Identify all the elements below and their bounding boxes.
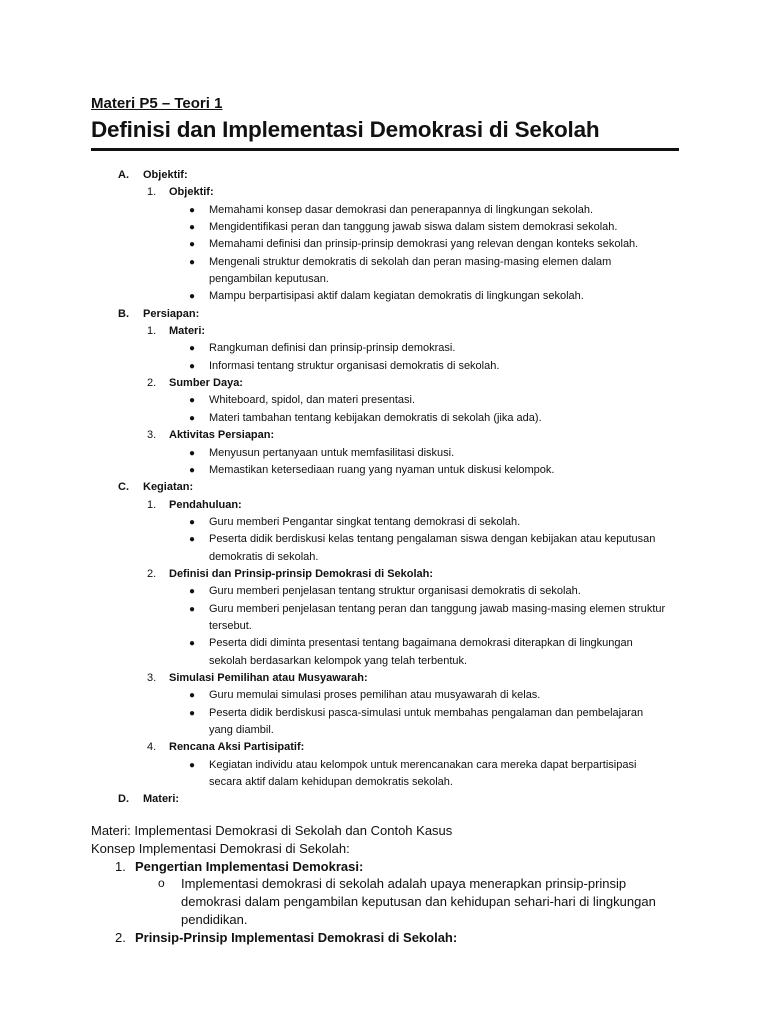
konsep-heading: Konsep Implementasi Demokrasi di Sekolah: — [91, 840, 350, 856]
section-letter: C. — [118, 481, 129, 494]
subsection-number: 1. — [147, 186, 157, 199]
subsection-number: 2. — [147, 377, 157, 390]
materi-item-number: 2. — [115, 929, 126, 945]
bullet-item — [0, 392, 768, 409]
bullet-item — [0, 705, 768, 740]
subsection-label: Aktivitas Persiapan: — [169, 429, 275, 442]
materi-item — [0, 929, 768, 947]
bullet-item — [0, 635, 768, 670]
subsection-number: 4. — [147, 741, 157, 754]
bullet-text: Materi tambahan tentang kebijakan demokratis di sekolah (jika ada). — [209, 411, 542, 424]
bullet-text: Guru memberi Pengantar singkat tentang demokrasi di sekolah. — [209, 515, 521, 528]
subsection-label: Pendahuluan: — [169, 498, 242, 511]
bullet-dot-icon: ● — [189, 256, 196, 268]
bullet-text: Memahami konsep dasar demokrasi dan penerapannya di lingkungan sekolah. — [209, 203, 594, 216]
bullet-item — [0, 254, 768, 289]
bullet-dot-icon: ● — [189, 412, 196, 424]
bullet-item — [0, 410, 768, 427]
bullet-text: Rangkuman definisi dan prinsip-prinsip demokrasi. — [209, 342, 456, 355]
outline-section — [0, 167, 768, 184]
section-label: Materi: — [143, 793, 180, 806]
subsection-label: Simulasi Pemilihan atau Musyawarah: — [169, 671, 368, 684]
materi-section — [0, 822, 768, 947]
bullet-text: Guru memberi penjelasan tentang peran dan tanggung jawab masing-masing elemen struktur tersebut. — [209, 602, 666, 632]
subsection-number: 1. — [147, 498, 157, 511]
subsection-number: 2. — [147, 567, 157, 580]
outline-subsection — [0, 375, 768, 392]
bullet-item — [0, 462, 768, 479]
bullet-item — [0, 601, 768, 636]
bullet-text: Menyusun pertanyaan untuk memfasilitasi diskusi. — [209, 446, 455, 459]
subsection-label: Objektif: — [169, 186, 214, 199]
materi-sub-bullet-text: Implementasi demokrasi di sekolah adalah upaya menerapkan prinsip-prinsip demokrasi dalam pengambilan keputusan dan kehidupan sehari-hari di lingkungan pendidikan. — [181, 876, 656, 927]
bullet-text: Peserta didik berdiskusi kelas tentang pengalaman siswa dengan kebijakan atau keputusan demokratis di sekolah. — [209, 533, 656, 563]
outline-subsection — [0, 184, 768, 201]
bullet-dot-icon: ● — [189, 204, 196, 216]
bullet-dot-icon: ● — [189, 707, 196, 719]
section-letter: A. — [118, 169, 129, 181]
section-letter: D. — [118, 793, 129, 806]
bullet-item — [0, 202, 768, 219]
bullet-text: Mampu berpartisipasi aktif dalam kegiatan demokratis di lingkungan sekolah. — [209, 290, 584, 303]
bullet-dot-icon: ● — [189, 360, 196, 372]
bullet-text: Mengidentifikasi peran dan tanggung jawab siswa dalam sistem demokrasi sekolah. — [209, 221, 618, 234]
subsection-label: Sumber Daya: — [169, 377, 243, 390]
lesson-outline — [0, 167, 768, 809]
bullet-dot-icon: ● — [189, 603, 196, 615]
subsection-number: 1. — [147, 325, 157, 338]
bullet-item — [0, 687, 768, 704]
bullet-text: Guru memulai simulasi proses pemilihan atau musyawarah di kelas. — [209, 689, 541, 702]
document-kicker: Materi P5 – Teori 1 — [91, 95, 223, 112]
document-title: Definisi dan Implementasi Demokrasi di Sekolah — [91, 117, 600, 142]
outline-section — [0, 791, 768, 808]
bullet-dot-icon: ● — [189, 534, 196, 546]
bullet-dot-icon: ● — [189, 343, 196, 355]
bullet-dot-icon: ● — [189, 395, 196, 407]
subsection-number: 3. — [147, 671, 157, 684]
bullet-item — [0, 514, 768, 531]
bullet-dot-icon: ● — [189, 447, 196, 459]
bullet-text: Peserta didi diminta presentasi tentang bagaimana demokrasi diterapkan di lingkungan sekolah berdasarkan kelompok yang telah terbentuk. — [209, 637, 633, 667]
bullet-text: Guru memberi penjelasan tentang struktur organisasi demokratis di sekolah. — [209, 585, 581, 598]
bullet-dot-icon: ● — [189, 759, 196, 771]
outline-subsection — [0, 427, 768, 444]
outline-section — [0, 306, 768, 323]
bullet-item — [0, 583, 768, 600]
bullet-item — [0, 340, 768, 357]
bullet-dot-icon: ● — [189, 638, 196, 650]
subsection-label: Rencana Aksi Partisipatif: — [169, 741, 305, 754]
materi-item — [0, 858, 768, 876]
bullet-item — [0, 531, 768, 566]
materi-item-label: Pengertian Implementasi Demokrasi: — [135, 858, 364, 874]
bullet-item — [0, 288, 768, 305]
section-label: Kegiatan: — [143, 481, 194, 494]
outline-subsection — [0, 670, 768, 687]
bullet-text: Peserta didik berdiskusi pasca-simulasi untuk membahas pengalaman dan pembelajaran yang diambil. — [209, 706, 644, 736]
section-label: Persiapan: — [143, 307, 200, 320]
bullet-dot-icon: ● — [189, 516, 196, 528]
bullet-dot-icon: ● — [189, 222, 196, 234]
bullet-dot-icon: ● — [189, 239, 196, 251]
bullet-text: Informasi tentang struktur organisasi demokratis di sekolah. — [209, 359, 500, 372]
materi-sub-bullet — [0, 875, 768, 928]
materi-item-number: 1. — [115, 858, 126, 874]
section-letter: B. — [118, 307, 129, 320]
bullet-dot-icon: ● — [189, 586, 196, 598]
materi-item-label: Prinsip-Prinsip Implementasi Demokrasi di Sekolah: — [135, 929, 458, 945]
subsection-label: Materi: — [169, 325, 206, 338]
bullet-dot-icon: ● — [189, 291, 196, 303]
bullet-item — [0, 757, 768, 792]
bullet-dot-icon: ● — [189, 690, 196, 702]
bullet-item — [0, 445, 768, 462]
bullet-text: Kegiatan individu atau kelompok untuk merencanakan cara mereka dapat berpartisipasi secara aktif dalam kehidupan demokratis sekolah. — [209, 758, 637, 789]
title-underline-rule — [91, 148, 679, 151]
outline-subsection — [0, 739, 768, 756]
bullet-text: Mengenali struktur demokratis di sekolah dan peran masing-masing elemen dalam pengambilan keputusan. — [209, 255, 612, 286]
hollow-bullet-icon: o — [158, 876, 165, 891]
bullet-dot-icon: ● — [189, 464, 196, 476]
outline-subsection — [0, 566, 768, 583]
bullet-item — [0, 358, 768, 375]
bullet-text: Whiteboard, spidol, dan materi presentasi. — [209, 394, 416, 407]
bullet-item — [0, 236, 768, 253]
subsection-label: Definisi dan Prinsip-prinsip Demokrasi di Sekolah: — [169, 567, 434, 580]
bullet-text: Memahami definisi dan prinsip-prinsip demokrasi yang relevan dengan konteks sekolah. — [209, 238, 639, 251]
subsection-number: 3. — [147, 429, 157, 442]
outline-subsection — [0, 497, 768, 514]
outline-section — [0, 479, 768, 496]
materi-heading: Materi: Implementasi Demokrasi di Sekolah dan Contoh Kasus — [91, 823, 453, 838]
section-label: Objektif: — [143, 169, 188, 181]
bullet-item — [0, 219, 768, 236]
outline-subsection — [0, 323, 768, 340]
bullet-text: Memastikan ketersediaan ruang yang nyaman untuk diskusi kelompok. — [209, 463, 555, 476]
